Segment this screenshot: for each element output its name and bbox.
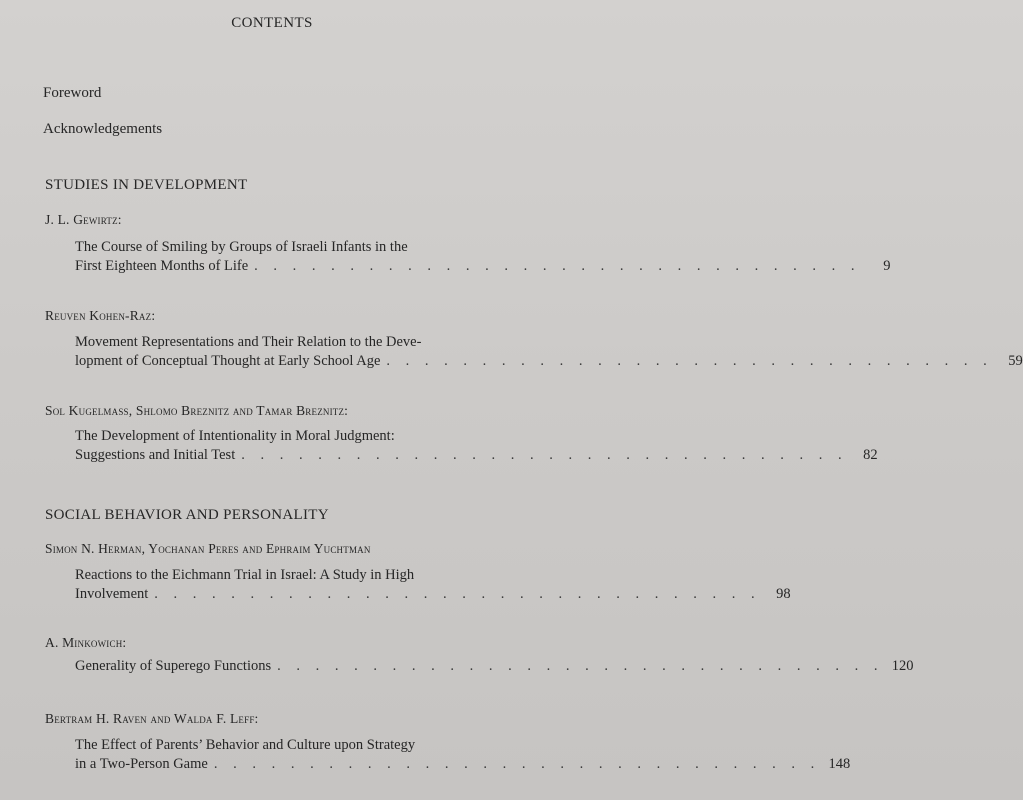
page-number: 82 (863, 447, 878, 463)
entry-title-line: Involvement (75, 586, 149, 602)
entry-title-line: Movement Representations and Their Relation to the Deve- (75, 334, 422, 350)
entry-title-line: in a Two-Person Game (75, 756, 208, 772)
entry-author: Reuven Kohen-Raz: (45, 308, 156, 323)
dot-leader: . . . . . . . . . . . . . . . . . . . . . . . . . . . . . . . . (154, 586, 761, 602)
entry-author: A. Minkowich: (45, 635, 127, 650)
entry-title-line: Generality of Superego Functions (75, 658, 272, 674)
front-matter-acknowledgements: Acknowledgements (43, 121, 163, 137)
dot-leader: . . . . . . . . . . . . . . . . . . . . . . . . . . . . . . . . (277, 658, 884, 674)
toc-entry (75, 657, 914, 676)
page-number: 148 (828, 756, 851, 772)
dot-leader: . . . . . . . . . . . . . . . . . . . . . . . . . . . . . . . . (213, 756, 821, 772)
dot-leader: . . . . . . . . . . . . . . . . . . . . . . . . . . . . . . . . (241, 447, 848, 463)
entry-title-line: The Effect of Parents’ Behavior and Culture upon Strategy (75, 737, 416, 753)
front-matter-foreword: Foreword (43, 85, 102, 101)
entry-author: Simon N. Herman, Yochanan Peres and Ephraim Yuchtman (45, 541, 371, 556)
toc-entry (75, 333, 1023, 371)
section-heading: SOCIAL BEHAVIOR AND PERSONALITY (45, 507, 329, 523)
page-number: 59 (1008, 353, 1023, 369)
contents-title: CONTENTS (231, 15, 313, 31)
entry-title-line: The Course of Smiling by Groups of Israeli Infants in the (75, 239, 408, 255)
entry-title-line: Suggestions and Initial Test (75, 447, 236, 463)
entry-author: Sol Kugelmass, Shlomo Breznitz and Tamar Breznitz: (45, 403, 349, 418)
toc-entry (75, 566, 791, 604)
toc-entry (75, 427, 878, 465)
entry-title-line: Reactions to the Eichmann Trial in Israel: A Study in High (75, 567, 415, 583)
section-heading: STUDIES IN DEVELOPMENT (45, 177, 248, 193)
page-number: 98 (776, 586, 791, 602)
toc-entry (75, 736, 851, 774)
dot-leader: . . . . . . . . . . . . . . . . . . . . . . . . . . . . . . . . (254, 258, 861, 274)
page-number: 120 (891, 658, 914, 674)
entry-title-line: The Development of Intentionality in Moral Judgment: (75, 428, 395, 444)
dot-leader: . . . . . . . . . . . . . . . . . . . . . . . . . . . . . . . . (386, 353, 993, 369)
entry-author: J. L. Gewirtz: (45, 212, 122, 227)
toc-entry (75, 238, 891, 276)
page-number: 9 (883, 258, 891, 274)
entry-title-line: lopment of Conceptual Thought at Early School Age (75, 353, 381, 369)
entry-author: Bertram H. Raven and Walda F. Leff: (45, 711, 259, 726)
entry-title-line: First Eighteen Months of Life (75, 258, 249, 274)
